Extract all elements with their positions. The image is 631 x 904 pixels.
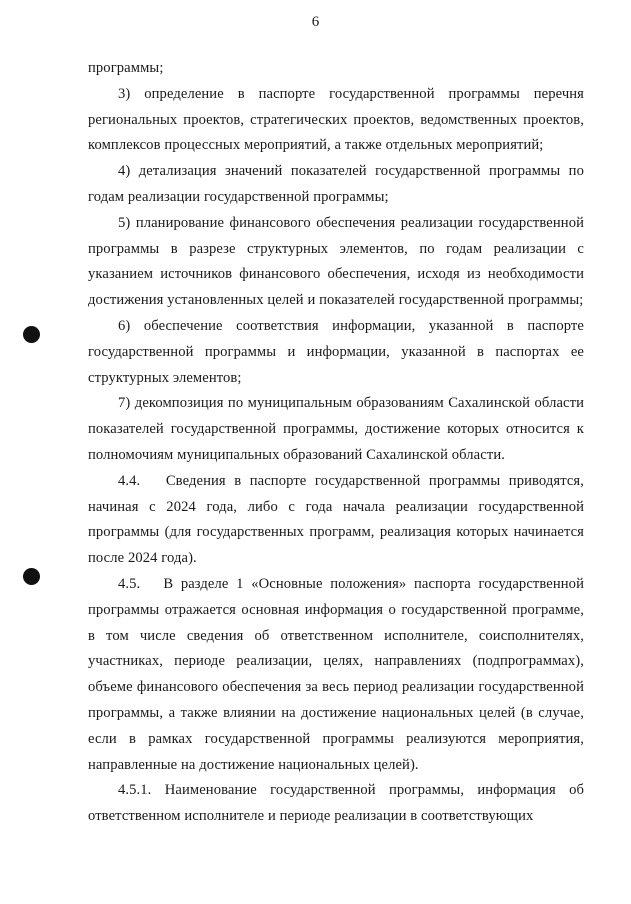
paragraph: 4.5. В разделе 1 «Основные положения» паспорта государственной программы отражается основная информация о государственной программе, в том числе сведения об ответственном исполнителе, соисполнителях, участниках, периоде реализации, целях, направлениях (подпрограммах), объеме финансового обеспечения за весь период реализации государственной программы, а также влиянии на достижение национальных целей (в случае, если в рамках государственной программы реализуются мероприятия, направленные на достижение национальных целей). xyxy=(88,575,588,773)
binder-hole-punch xyxy=(23,326,40,343)
paragraph: 4.4. Сведения в паспорте государственной программы приводятся, начиная с 2024 года, либо с года начала реализации государственной программы (для государственных программ, реализация которых начинается после 2024 года). xyxy=(88,472,588,567)
paragraph: 3) определение в паспорте государственной программы перечня региональных проектов, стратегических проектов, ведомственных проектов, комплексов процессных мероприятий, а также отдельных мероприятий; xyxy=(88,85,584,154)
document-body xyxy=(88,56,588,830)
paragraph: 4) детализация значений показателей государственной программы по годам реализации государственной программы; xyxy=(88,163,584,205)
paragraph: программы; xyxy=(88,60,164,76)
paragraph: 6) обеспечение соответствия информации, указанной в паспорте государственной программы и информации, указанной в паспортах ее структурных элементов; xyxy=(88,317,584,386)
paragraph: 5) планирование финансового обеспечения реализации государственной программы в разрезе структурных элементов, по годам реализации с указанием источников финансового обеспечения, исходя из необходимости достижения установленных целей и показателей государственной программы; xyxy=(88,214,584,309)
paragraph: 7) декомпозиция по муниципальным образованиям Сахалинской области показателей государственной программы, достижение которых относится к полномочиям муниципальных образований Сахалинской области. xyxy=(88,395,584,463)
binder-hole-punch xyxy=(23,568,40,585)
paragraph: 4.5.1. Наименование государственной программы, информация об ответственном исполнителе и периоде реализации в соответствующих xyxy=(88,782,584,825)
page-number: 6 xyxy=(311,14,320,30)
